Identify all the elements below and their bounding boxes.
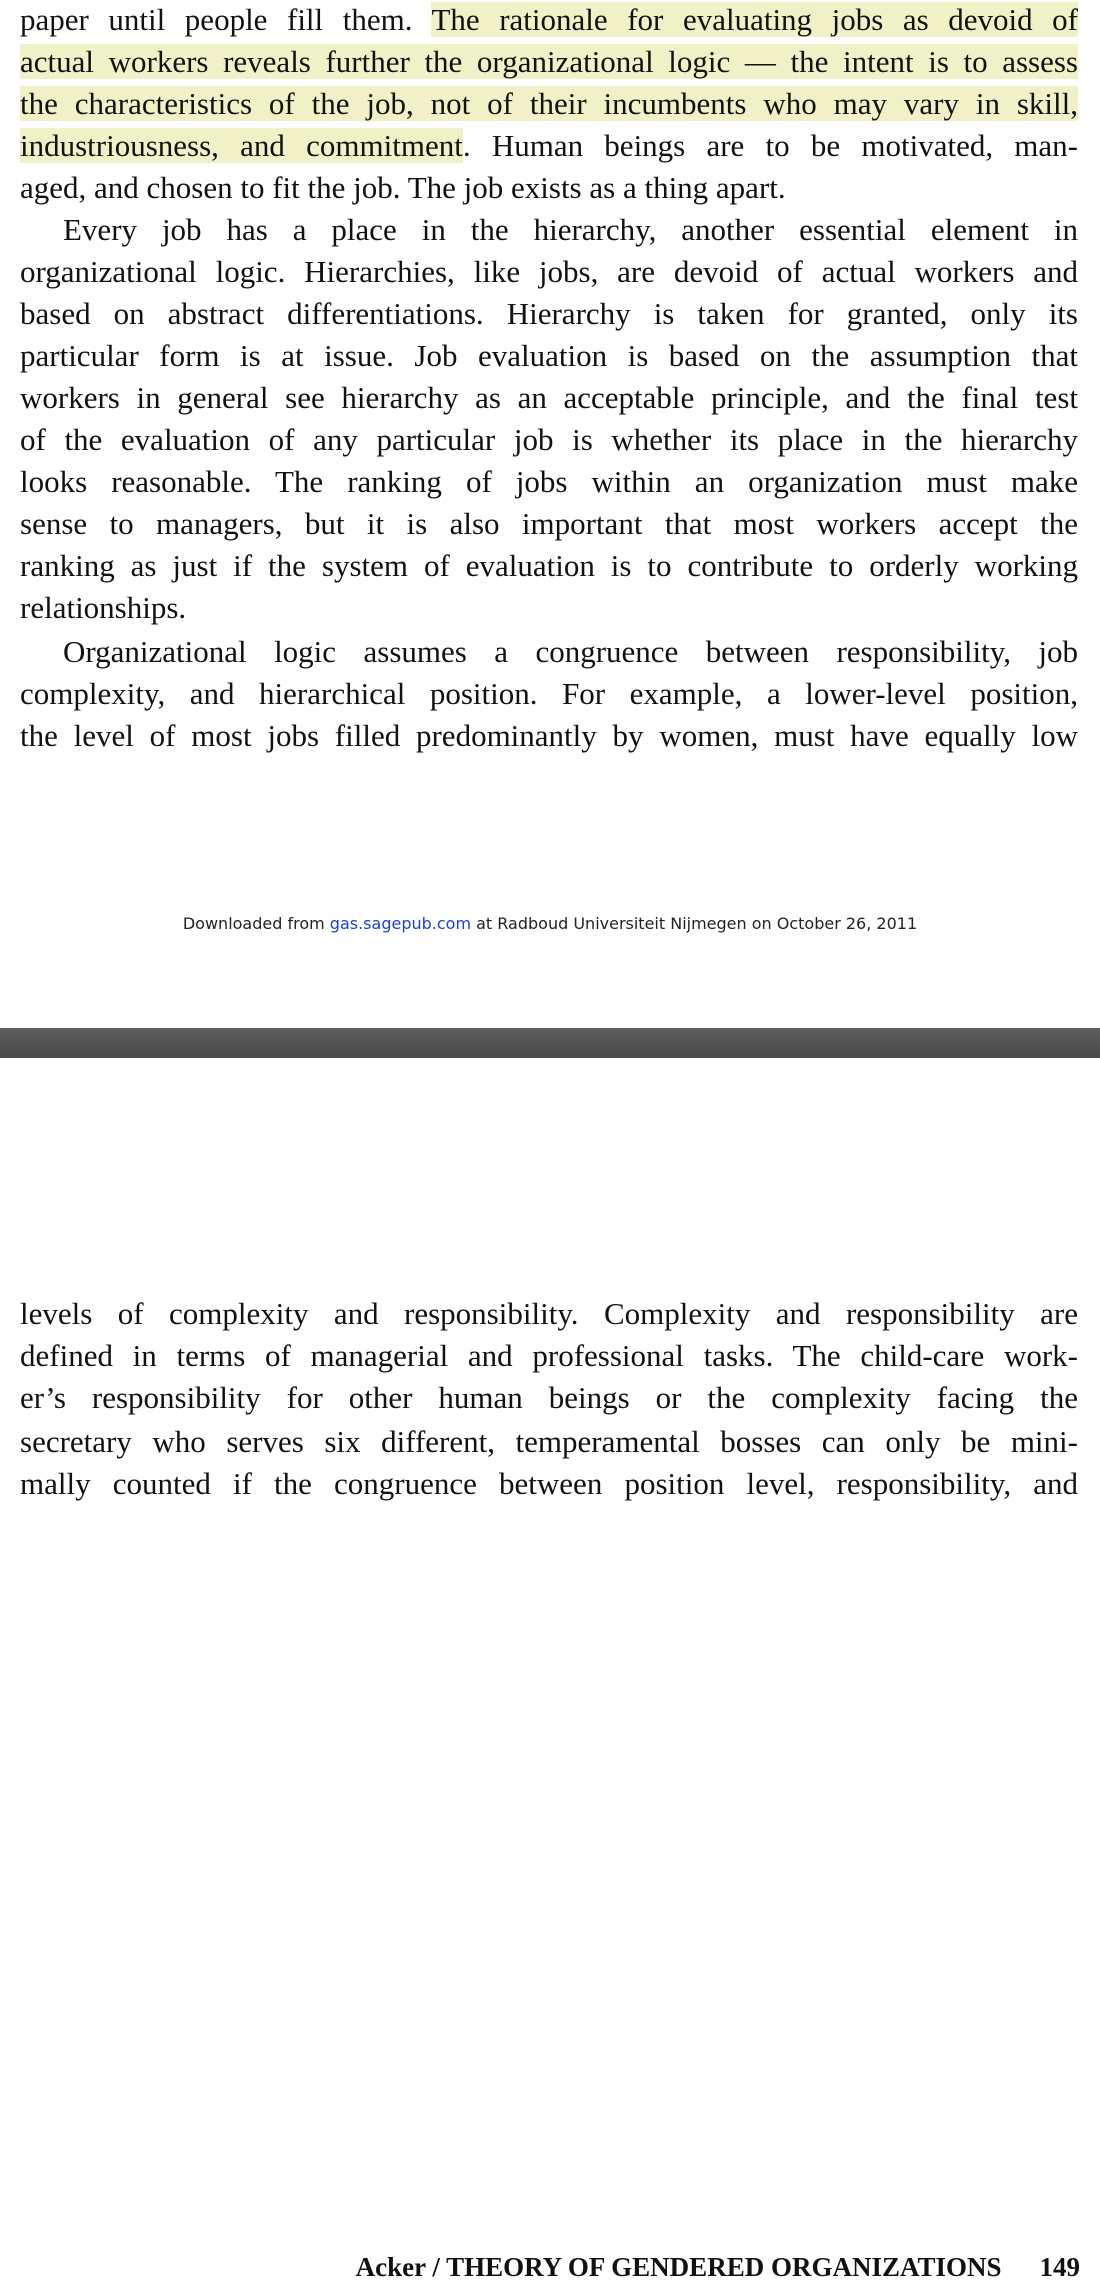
text-line	[20, 674, 1078, 714]
text-run: levels of complexity and responsibility. Complexity and responsibility are	[20, 1296, 1078, 1331]
running-head-title: Acker / THEORY OF GENDERED ORGANIZATIONS	[355, 2252, 1002, 2282]
text-line	[63, 210, 1078, 250]
footer-prefix: Downloaded from	[182, 914, 330, 933]
text-line	[20, 336, 1078, 376]
document-page-top	[0, 0, 1100, 1028]
text-run: secretary who serves six different, temperamental bosses can only be mini-	[20, 1424, 1078, 1459]
text-line	[20, 126, 1078, 166]
text-run: aged, and chosen to fit the job. The job exists as a thing apart.	[20, 170, 786, 205]
text-line	[20, 42, 1078, 82]
highlighted-text[interactable]: The rationale for evaluating jobs as devoid of	[431, 2, 1078, 37]
text-run: er’s responsibility for other human beings or the complexity facing the	[20, 1380, 1078, 1415]
text-line	[20, 294, 1078, 334]
text-run: the level of most jobs filled predominantly by women, must have equally low	[20, 718, 1078, 753]
page-divider	[0, 1028, 1100, 1058]
text-line	[20, 546, 1078, 586]
text-line	[20, 1378, 1078, 1418]
text-run: of the evaluation of any particular job is whether its place in the hierarchy	[20, 422, 1078, 457]
text-line	[20, 420, 1078, 460]
text-run: ranking as just if the system of evaluation is to contribute to orderly working	[20, 548, 1078, 583]
text-line	[20, 1336, 1078, 1376]
text-run: . Human beings are to be motivated, man-	[462, 128, 1078, 163]
text-line	[20, 504, 1078, 544]
text-run: organizational logic. Hierarchies, like jobs, are devoid of actual workers and	[20, 254, 1078, 289]
text-line	[20, 716, 1078, 756]
text-line	[20, 588, 1078, 628]
text-run: defined in terms of managerial and professional tasks. The child-care work-	[20, 1338, 1078, 1373]
footer-suffix: at Radboud Universiteit Nijmegen on October 26, 2011	[471, 914, 918, 933]
text-line	[20, 252, 1078, 292]
highlighted-text[interactable]: actual workers reveals further the organizational logic — the intent is to assess	[20, 44, 1078, 79]
text-run: relationships.	[20, 590, 187, 625]
running-head	[356, 2252, 1080, 2283]
source-link[interactable]: gas.sagepub.com	[329, 914, 472, 933]
text-line	[20, 1422, 1078, 1462]
download-footer	[0, 914, 1100, 933]
text-line	[20, 84, 1078, 124]
text-line	[20, 462, 1078, 502]
text-line	[63, 632, 1078, 672]
highlighted-text[interactable]: industriousness, and commitment	[20, 128, 463, 163]
page-number: 149	[1039, 2252, 1080, 2282]
text-line	[20, 1294, 1078, 1334]
text-run: mally counted if the congruence between position level, responsibility, and	[20, 1466, 1078, 1501]
text-run: Organizational logic assumes a congruence between responsibility, job	[63, 634, 1078, 669]
text-line	[20, 168, 1078, 208]
text-run: particular form is at issue. Job evaluation is based on the assumption that	[20, 338, 1078, 373]
text-run: sense to managers, but it is also important that most workers accept the	[20, 506, 1078, 541]
text-line	[20, 0, 1078, 40]
text-run: Every job has a place in the hierarchy, another essential element in	[63, 212, 1078, 247]
text-run: looks reasonable. The ranking of jobs within an organization must make	[20, 464, 1078, 499]
text-line	[20, 1464, 1078, 1504]
document-page-bottom	[0, 1058, 1100, 2282]
highlighted-text[interactable]: the characteristics of the job, not of their incumbents who may vary in skill,	[20, 86, 1078, 121]
text-run: based on abstract differentiations. Hierarchy is taken for granted, only its	[20, 296, 1078, 331]
text-run: paper until people fill them.	[20, 2, 432, 37]
text-run: workers in general see hierarchy as an acceptable principle, and the final test	[20, 380, 1078, 415]
text-run: complexity, and hierarchical position. For example, a lower-level position,	[20, 676, 1078, 711]
text-line	[20, 378, 1078, 418]
